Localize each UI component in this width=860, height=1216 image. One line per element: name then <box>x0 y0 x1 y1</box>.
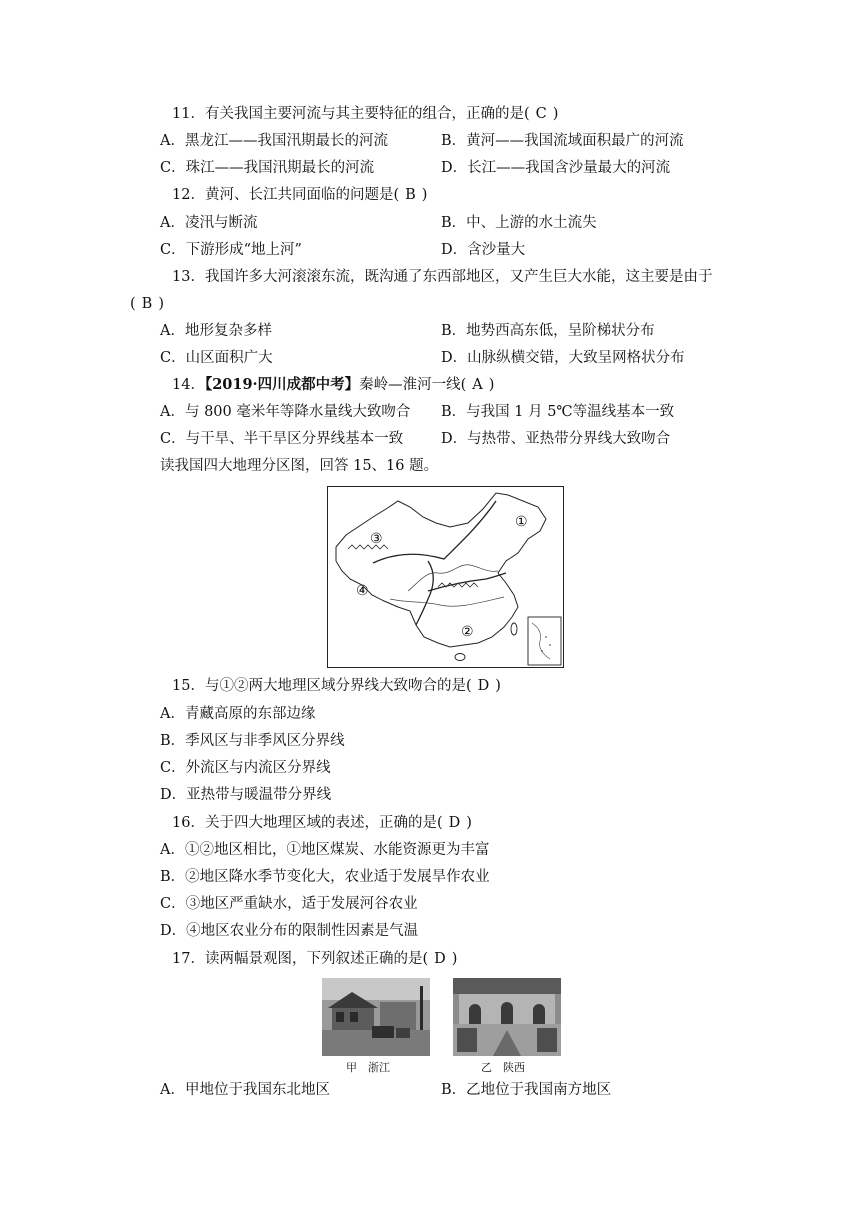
map-label-1: ① <box>515 514 528 530</box>
taiwan-island <box>511 623 517 635</box>
option: D．长江——我国含沙量最大的河流 <box>441 160 671 176</box>
option: A．黑龙江——我国汛期最长的河流 <box>160 133 388 149</box>
answer: B <box>405 187 416 203</box>
map-label-3: ③ <box>370 531 383 547</box>
yangtze-river <box>390 597 504 606</box>
option: D．④地区农业分布的限制性因素是气温 <box>160 923 419 939</box>
question-14: 14．【2019·四川成都中考】秦岭—淮河一线( A ) <box>172 376 495 393</box>
option: D．亚热带与暖温带分界线 <box>160 787 332 803</box>
option: B．季风区与非季风区分界线 <box>160 733 345 749</box>
question-13-answer-line: ( B ) <box>130 296 164 312</box>
option: B．地势西高东低，呈阶梯状分布 <box>441 323 655 339</box>
question-16: 16．关于四大地理区域的表述，正确的是( D ) <box>172 815 472 831</box>
answer: A <box>472 377 483 393</box>
photo-zhejiang <box>322 978 430 1056</box>
question-12: 12．黄河、长江共同面临的问题是( B ) <box>172 187 428 203</box>
option: A．地形复杂多样 <box>160 323 272 339</box>
option: C．外流区与内流区分界线 <box>160 760 331 776</box>
option: C．③地区严重缺水，适于发展河谷农业 <box>160 896 418 912</box>
option: C．与干旱、半干旱区分界线基本一致 <box>160 431 404 447</box>
option: A．甲地位于我国东北地区 <box>160 1082 330 1098</box>
map-drawing <box>328 487 563 667</box>
answer: D <box>434 951 446 967</box>
answer: C <box>535 106 547 122</box>
option: D．含沙量大 <box>441 242 526 258</box>
photo-caption-zhejiang: 甲 浙江 <box>346 1061 390 1074</box>
question-15: 15．与①②两大地理区域分界线大致吻合的是( D ) <box>172 678 501 694</box>
option: A．凌汛与断流 <box>160 215 258 231</box>
option: D．山脉纵横交错，大致呈网格状分布 <box>441 350 685 366</box>
option: B．中、上游的水土流失 <box>441 215 597 231</box>
option: B．乙地位于我国南方地区 <box>441 1082 612 1098</box>
option: A．①②地区相比，①地区煤炭、水能资源更为丰富 <box>160 842 490 858</box>
tibet-boundary <box>416 561 433 625</box>
option: C．下游形成“地上河” <box>160 242 302 258</box>
exam-source-tag: 【2019·四川成都中考】 <box>204 376 360 393</box>
question-13: 13．我国许多大河滚滚东流，既沟通了东西部地区，又产生巨大水能，这主要是由于 <box>172 269 713 285</box>
china-regions-map <box>327 486 564 668</box>
option: B．与我国 1 月 5℃等温线基本一致 <box>441 404 675 420</box>
question-17: 17．读两幅景观图，下列叙述正确的是( D ) <box>172 951 458 967</box>
map-label-4: ④ <box>356 583 369 599</box>
yellow-river <box>408 565 498 591</box>
option: A．青藏高原的东部边缘 <box>160 706 316 722</box>
map-intro: 读我国四大地理分区图，回答 15、16 题。 <box>160 458 439 474</box>
answer: D <box>448 815 461 831</box>
qinling-boundary <box>428 573 506 591</box>
answer: D <box>477 678 490 694</box>
option: A．与 800 毫米年等降水量线大致吻合 <box>160 404 411 420</box>
option: B．黄河——我国流域面积最广的河流 <box>441 133 684 149</box>
northwest-boundary <box>373 501 496 563</box>
map-label-2: ② <box>461 624 474 640</box>
south-sea-inset <box>528 617 561 665</box>
inset-coast <box>532 623 550 659</box>
hainan-island <box>455 654 465 661</box>
answer: B <box>141 296 153 312</box>
option: C．珠江——我国汛期最长的河流 <box>160 160 375 176</box>
option: C．山区面积广大 <box>160 350 273 366</box>
option: B．②地区降水季节变化大，农业适于发展旱作农业 <box>160 869 490 885</box>
photo-caption-shaanxi: 乙 陕西 <box>481 1061 525 1074</box>
question-11: 11．有关我国主要河流与其主要特征的组合，正确的是( C ) <box>172 106 559 122</box>
option: D．与热带、亚热带分界线大致吻合 <box>441 431 671 447</box>
photo-shaanxi <box>453 978 561 1056</box>
